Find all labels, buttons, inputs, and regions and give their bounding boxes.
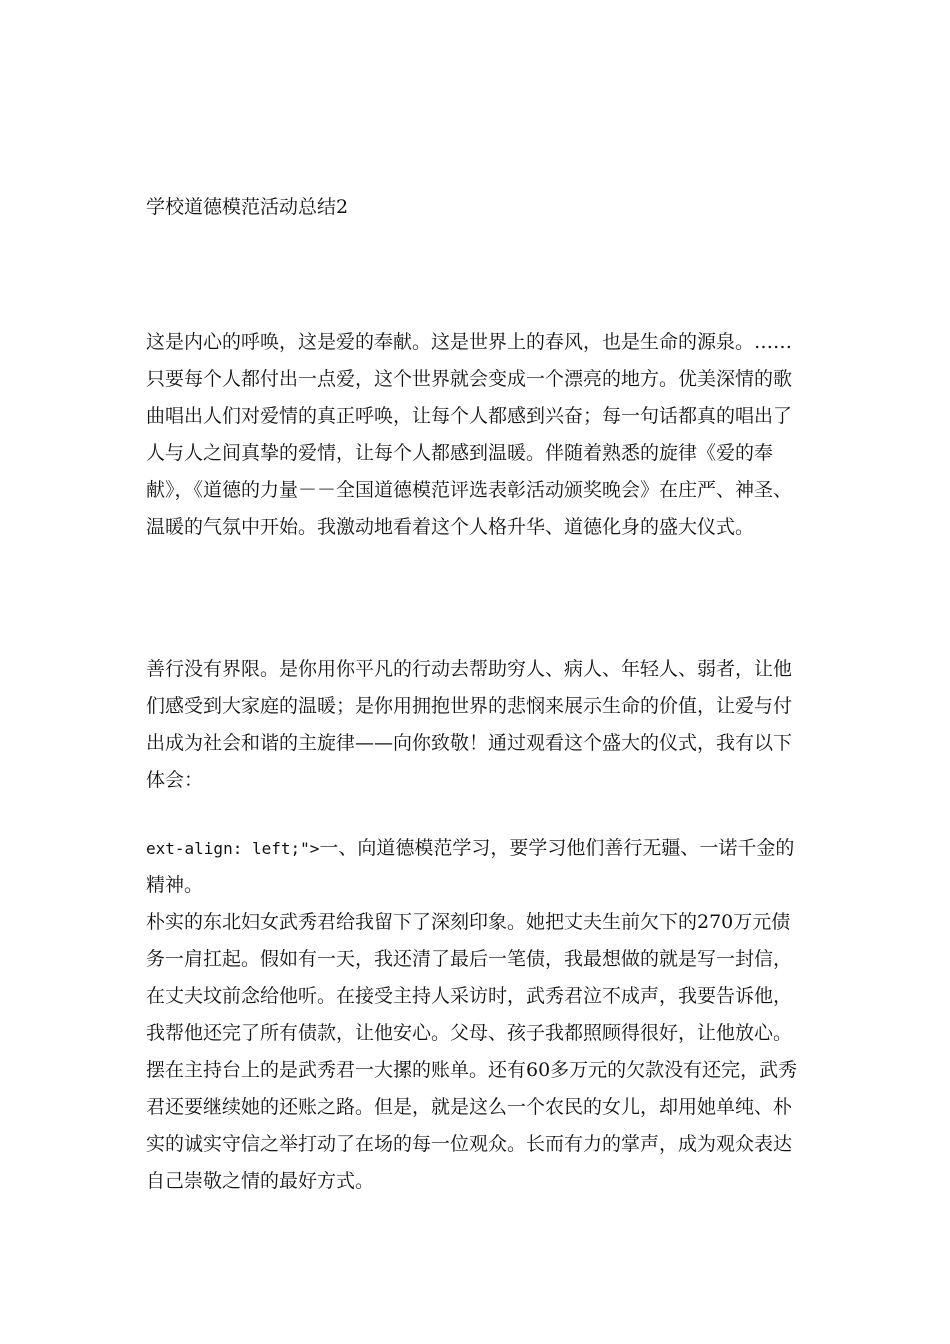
- text-line: 自己崇敬之情的最好方式。: [146, 1170, 375, 1192]
- text-line: 实的诚实守信之举打动了在场的每一位观众。长而有力的掌声，成为观众表达: [146, 1133, 793, 1155]
- text-line: 在丈夫坟前念给他听。在接受主持人采访时，武秀君泣不成声，我要告诉他，: [146, 985, 793, 1007]
- paragraph-kindness: [146, 651, 816, 799]
- text-line: 人与人之间真挚的爱情，让每个人都感到温暖。伴随着熟悉的旋律《爱的奉: [146, 442, 774, 464]
- text-line: 摆在主持台上的是武秀君一大摞的账单。还有60多万元的欠款没有还完，武秀: [146, 1059, 798, 1081]
- stray-code-fragment: ext-align: left;">: [146, 839, 320, 858]
- text-line: 善行没有界限。是你用你平凡的行动去帮助穷人、病人、年轻人、弱者，让他: [146, 658, 793, 680]
- text-line-with-code: [146, 830, 816, 867]
- text-line: 精神。: [146, 874, 204, 896]
- text-line: 君还要继续她的还账之路。但是，就是这么一个农民的女儿，却用她单纯、朴: [146, 1096, 793, 1118]
- text-line: 朴实的东北妇女武秀君给我留下了深刻印象。她把丈夫生前欠下的270万元债: [146, 911, 791, 933]
- section-heading-text: 一、向道德模范学习，要学习他们善行无疆、一诺千金的: [319, 837, 795, 859]
- text-line: 们感受到大家庭的温暖；是你用拥抱世界的悲悯来展示生命的价值，让爱与付: [146, 695, 793, 717]
- document-title: 学校道德模范活动总结2: [146, 196, 349, 218]
- text-line: 这是内心的呼唤，这是爱的奉献。这是世界上的春风，也是生命的源泉。……: [146, 331, 793, 353]
- text-line: 务一肩扛起。假如有一天，我还清了最后一笔债，我最想做的就是写一封信，: [146, 948, 793, 970]
- text-line: 出成为社会和谐的主旋律——向你致敬！通过观看这个盛大的仪式，我有以下: [146, 732, 793, 754]
- text-line: 温暖的气氛中开始。我激动地看着这个人格升华、道德化身的盛大仪式。: [146, 516, 755, 538]
- text-line: 体会：: [146, 769, 204, 791]
- paragraph-intro: [146, 324, 816, 546]
- text-line: 我帮他还完了所有债款，让他安心。父母、孩子我都照顾得很好，让他放心。: [146, 1022, 793, 1044]
- text-line: 曲唱出人们对爱情的真正呼唤，让每个人都感到兴奋；每一句话都真的唱出了: [146, 405, 793, 427]
- text-line: 只要每个人都付出一点爱，这个世界就会变成一个漂亮的地方。优美深情的歌: [146, 368, 793, 390]
- paragraph-role-model: [146, 830, 816, 1200]
- text-line: 献》，《道德的力量－－全国道德模范评选表彰活动颁奖晚会》在庄严、神圣、: [146, 479, 793, 501]
